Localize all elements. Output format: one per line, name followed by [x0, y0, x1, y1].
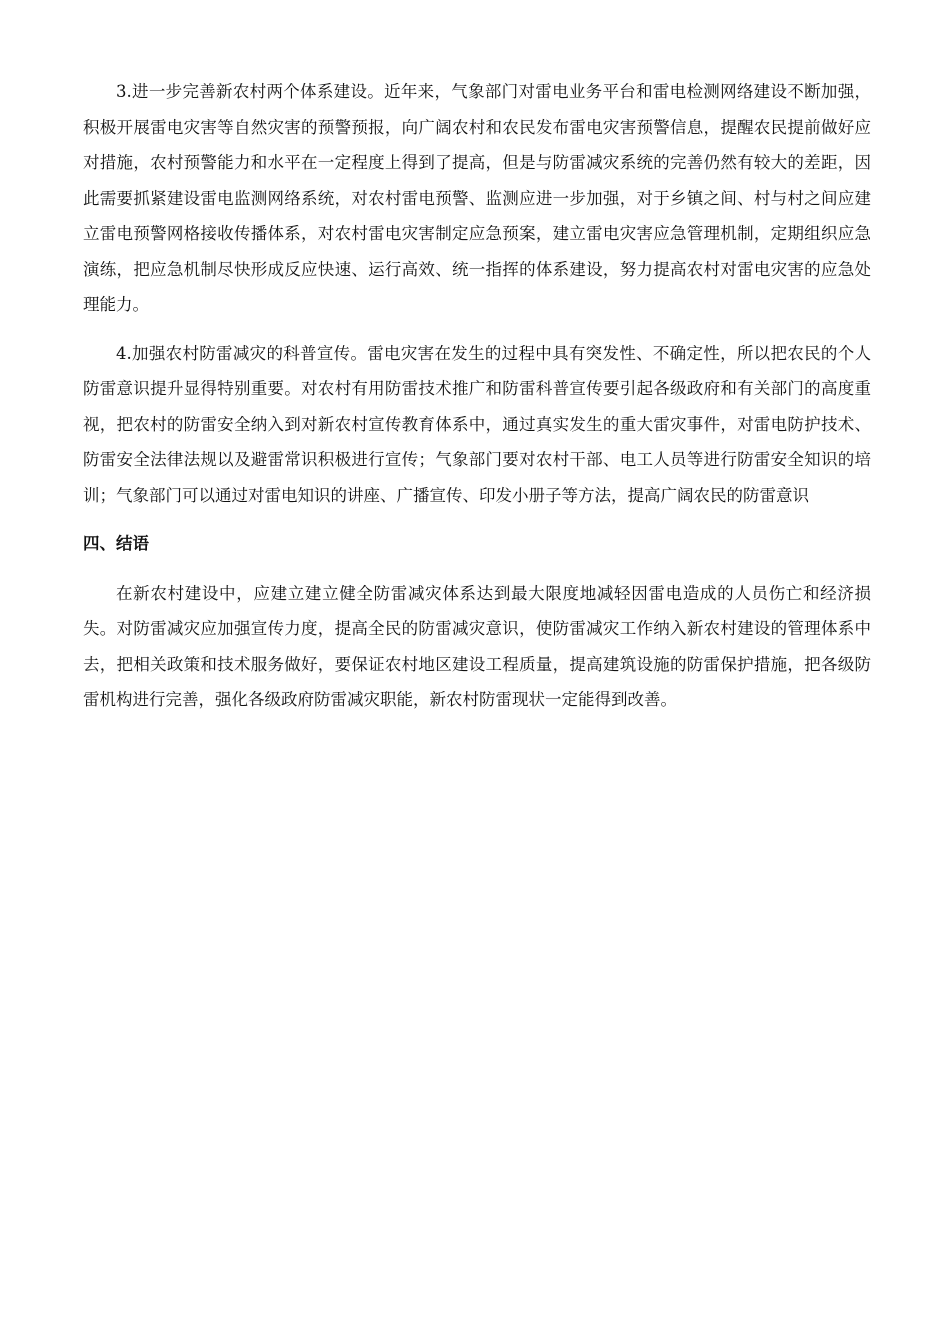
paragraph-conclusion: 在新农村建设中，应建立建立健全防雷减灾体系达到最大限度地减轻因雷电造成的人员伤亡和经济损失。对防雷减灾应加强宣传力度，提高全民的防雷减灾意识，使防雷减灾工作纳入新农村建设的管理体系中去，把相关政策和技术服务做好，要保证农村地区建设工程质量，提高建筑设施的防雷保护措施，把各级防雷机构进行完善，强化各级政府防雷减灾职能，新农村防雷现状一定能得到改善。	[83, 583, 871, 709]
paragraph-lightning-education: 4.加强农村防雷减灾的科普宣传。雷电灾害在发生的过程中具有突发性、不确定性，所以把农民的个人防雷意识提升显得特别重要。对农村有用防雷技术推广和防雷科普宣传要引起各级政府和有关部门的高度重视，把农村的防雷安全纳入到对新农村宣传教育体系中，通过真实发生的重大雷灾事件，对雷电防护技术、防雷安全法律法规以及避雷常识积极进行宣传；气象部门要对农村干部、电工人员等进行防雷安全知识的培训；气象部门可以通过对雷电知识的讲座、广播宣传、印发小册子等方法，提高广阔农民的防雷意识	[83, 343, 871, 505]
document-body	[83, 74, 871, 731]
section-heading-conclusion: 四、结语	[83, 534, 149, 553]
paragraph-lightning-warning-system: 3.进一步完善新农村两个体系建设。近年来，气象部门对雷电业务平台和雷电检测网络建设不断加强，积极开展雷电灾害等自然灾害的预警预报，向广阔农村和农民发布雷电灾害预警信息，提醒农民提前做好应对措施，农村预警能力和水平在一定程度上得到了提高，但是与防雷减灾系统的完善仍然有较大的差距，因此需要抓紧建设雷电监测网络系统，对农村雷电预警、监测应进一步加强，对于乡镇之间、村与村之间应建立雷电预警网格接收传播体系，对农村雷电灾害制定应急预案，建立雷电灾害应急管理机制，定期组织应急演练，把应急机制尽快形成反应快速、运行高效、统一指挥的体系建设，努力提高农村对雷电灾害的应急处理能力。	[83, 82, 871, 314]
